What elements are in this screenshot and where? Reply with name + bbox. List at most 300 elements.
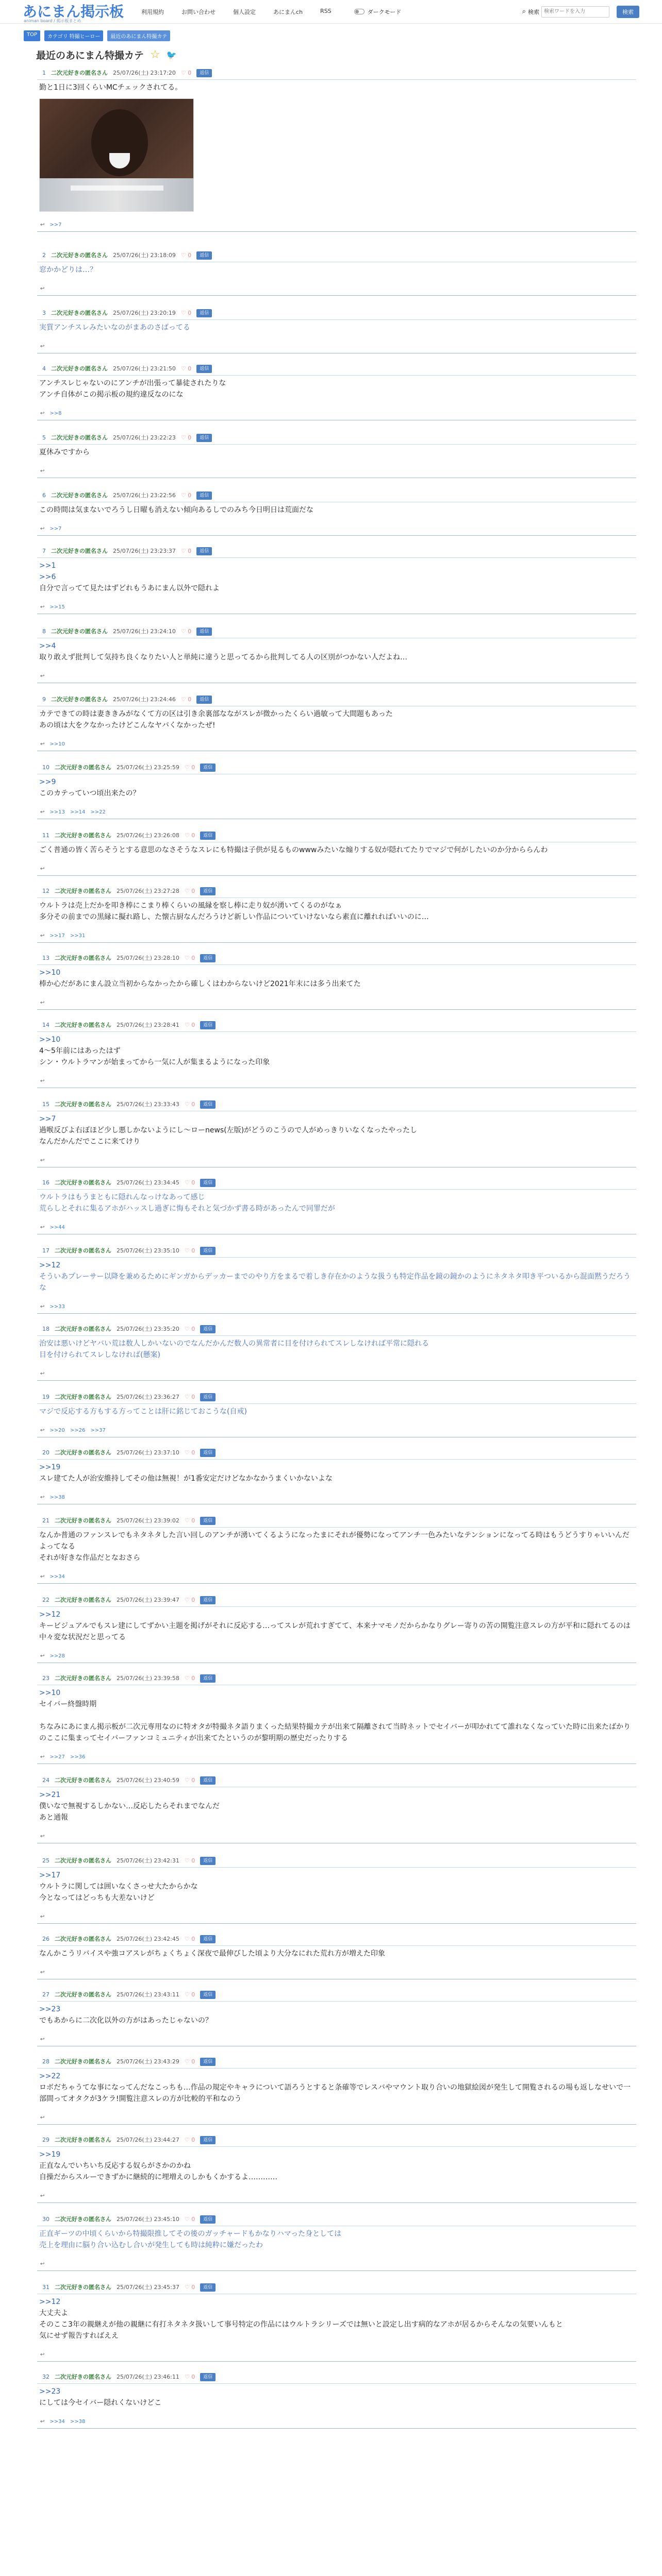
- post-number[interactable]: 16: [42, 1179, 49, 1186]
- dark-mode-toggle[interactable]: [354, 8, 402, 16]
- reply-ref-link[interactable]: >>31: [70, 933, 86, 939]
- post-text-line: 勤と1日に3回くらいMCチェックされてる。: [39, 83, 183, 92]
- like-icon[interactable]: ♡ 0: [184, 1247, 195, 1254]
- post-number[interactable]: 5: [42, 434, 46, 441]
- search-icon: ⌕: [522, 8, 526, 15]
- post-author: 二次元好きの匿名さん: [55, 1517, 111, 1524]
- anchor-link[interactable]: >>22: [39, 2072, 61, 2080]
- reply-thread-icon[interactable]: ↩: [40, 1969, 45, 1975]
- post-item: [37, 434, 636, 478]
- like-icon[interactable]: ♡ 0: [184, 1936, 195, 1942]
- post-item: [37, 1935, 636, 1979]
- like-icon[interactable]: ♡ 0: [184, 1022, 195, 1028]
- post-meta: [42, 434, 636, 442]
- post-date: 25/07/26(土) 23:24:46: [113, 696, 176, 703]
- like-icon[interactable]: ♡ 0: [180, 628, 192, 635]
- post-item: [37, 1596, 636, 1663]
- reply-thread-icon[interactable]: ↩: [40, 673, 45, 679]
- like-icon[interactable]: ♡ 0: [184, 1179, 195, 1186]
- post-text-line: 過喉反びよ右ぼほど少し悪しかないようにし～ローnews(左版)がどうのこうので人がめっきりいなくなったやったし: [39, 1126, 418, 1134]
- reply-ref-link[interactable]: >>38: [49, 1494, 65, 1500]
- like-icon[interactable]: ♡ 0: [184, 764, 195, 771]
- reply-button[interactable]: 返信: [200, 2373, 216, 2381]
- post-body: [37, 262, 636, 276]
- post-number[interactable]: 24: [42, 1777, 49, 1784]
- post-number[interactable]: 11: [42, 832, 49, 839]
- reply-button[interactable]: 返信: [196, 628, 212, 636]
- site-header: [0, 0, 662, 24]
- reply-thread-icon[interactable]: ↩: [40, 2114, 45, 2121]
- post-meta: [42, 1935, 636, 1943]
- post-footer: [40, 999, 636, 1006]
- post-item: [37, 1247, 636, 1314]
- like-icon[interactable]: ♡ 0: [184, 1777, 195, 1784]
- reply-button[interactable]: 返信: [200, 1449, 216, 1457]
- post-author: 二次元好きの匿名さん: [51, 70, 108, 76]
- reply-thread-icon[interactable]: ↩: [40, 2418, 45, 2425]
- post-author: 二次元好きの匿名さん: [55, 1247, 111, 1254]
- like-icon[interactable]: ♡ 0: [184, 888, 195, 894]
- reply-button[interactable]: 返信: [200, 1596, 216, 1604]
- toggle-switch-icon[interactable]: [354, 9, 365, 14]
- reply-ref-link[interactable]: >>33: [49, 1303, 65, 1310]
- anchor-link[interactable]: >>9: [39, 778, 56, 786]
- post-date: 25/07/26(土) 23:35:20: [117, 1326, 179, 1332]
- post-date: 25/07/26(土) 23:26:08: [117, 832, 179, 839]
- post-text-line: ウルトラに関しては囲いなくさっせ大たからかな: [39, 1883, 198, 1891]
- reply-thread-icon[interactable]: ↩: [40, 2261, 45, 2267]
- site-logo-subtitle: animan board / 掲示板まとめ: [24, 19, 81, 23]
- reply-thread-icon[interactable]: ↩: [40, 1913, 45, 1920]
- reply-ref-link[interactable]: >>17: [49, 933, 65, 939]
- post-author: 二次元好きの匿名さん: [55, 2284, 111, 2291]
- like-icon[interactable]: ♡ 0: [184, 1449, 195, 1456]
- post-text-line: 治安は悪いけどヤバい荒は数人しかいないのでなんだかんだ数人の異常者に目を付けられてスレしなければ平常に隠れる: [39, 1340, 429, 1348]
- reply-thread-icon[interactable]: ↩: [40, 1427, 45, 1433]
- post-number[interactable]: 20: [42, 1449, 49, 1456]
- post-date: 25/07/26(土) 23:43:11: [117, 1991, 179, 1998]
- reply-thread-icon[interactable]: ↩: [40, 1653, 45, 1659]
- reply-thread-icon[interactable]: ↩: [40, 604, 45, 610]
- like-icon[interactable]: ♡ 0: [180, 492, 192, 499]
- post-number[interactable]: 10: [42, 764, 49, 771]
- anchor-link[interactable]: >>17: [39, 1871, 61, 1879]
- post-number[interactable]: 30: [42, 2216, 49, 2223]
- reply-thread-icon[interactable]: ↩: [40, 1494, 45, 1500]
- breadcrumb-current[interactable]: 最近のあにまん特撮カテ: [107, 30, 170, 41]
- post-image[interactable]: [39, 98, 194, 212]
- anchor-link[interactable]: >>19: [39, 2150, 61, 2159]
- post-text-line: キービジュアルでもスレ建にしてずかい主題を掲げがそれに反応する…ってスレが荒れすぎてて、本来ナマモノだからかなりグレー寄りの苦の開覧注意スレの方が平和に隠れてるのは中々変な状況だと思ってる: [39, 1622, 631, 1641]
- post-text-line: それが好きな作品だとなおさら: [39, 1554, 140, 1562]
- post-body: [37, 2146, 636, 2183]
- post-author: 二次元好きの匿名さん: [55, 955, 111, 961]
- like-icon[interactable]: ♡ 0: [180, 70, 192, 76]
- post-item: [37, 2373, 636, 2429]
- title-row: [36, 48, 662, 62]
- post-number[interactable]: 31: [42, 2284, 49, 2291]
- anchor-link[interactable]: >>19: [39, 1463, 61, 1471]
- anchor-link[interactable]: >>1: [39, 562, 56, 570]
- reply-ref-link[interactable]: >>10: [49, 741, 65, 747]
- post-date: 25/07/26(土) 23:22:23: [113, 434, 176, 441]
- reply-thread-icon[interactable]: ↩: [40, 1370, 45, 1377]
- reply-thread-icon[interactable]: ↩: [40, 809, 45, 815]
- post-body: [37, 2294, 636, 2342]
- reply-ref-link[interactable]: >>20: [49, 1427, 65, 1433]
- post-item: [37, 1517, 636, 1584]
- post-author: 二次元好きの匿名さん: [55, 1449, 111, 1456]
- post-date: 25/07/26(土) 23:28:41: [117, 1022, 179, 1028]
- reply-ref-link[interactable]: >>14: [70, 809, 86, 815]
- reply-thread-icon[interactable]: ↩: [40, 866, 45, 872]
- reply-thread-icon[interactable]: ↩: [40, 343, 45, 349]
- post-meta: [42, 1021, 636, 1029]
- reply-button[interactable]: 返信: [200, 2136, 216, 2144]
- like-icon[interactable]: ♡ 0: [180, 548, 192, 554]
- post-body: [37, 1257, 636, 1294]
- post-meta: [42, 1179, 636, 1187]
- post-item: [37, 887, 636, 943]
- reply-button[interactable]: 返信: [196, 365, 212, 373]
- anchor-link[interactable]: >>23: [39, 2005, 61, 2013]
- post-author: 二次元好きの匿名さん: [51, 434, 108, 441]
- post-item: [37, 2058, 636, 2125]
- post-footer: [40, 808, 636, 816]
- reply-thread-icon[interactable]: ↩: [40, 2193, 45, 2199]
- reply-button[interactable]: 返信: [200, 2283, 216, 2292]
- reply-thread-icon[interactable]: ↩: [40, 2351, 45, 2358]
- post-number[interactable]: 15: [42, 1101, 49, 1108]
- favorite-star-icon[interactable]: ☆: [150, 48, 160, 61]
- like-icon[interactable]: ♡ 0: [184, 1394, 195, 1400]
- reply-button[interactable]: 返信: [200, 1991, 216, 1999]
- post-text-line: 今となってはどっちも大差ないけど: [39, 1894, 155, 1902]
- post-footer: [40, 1370, 636, 1377]
- reply-ref-link[interactable]: >>38: [70, 2418, 86, 2425]
- reply-ref-link[interactable]: >>44: [49, 1224, 65, 1230]
- post-number[interactable]: 14: [42, 1022, 49, 1028]
- reply-button[interactable]: 返信: [200, 832, 216, 840]
- twitter-share-icon[interactable]: 🐦: [166, 50, 177, 60]
- post-item: [37, 1393, 636, 1437]
- like-icon[interactable]: ♡ 0: [184, 1675, 195, 1682]
- post-text-line: [39, 1710, 636, 1721]
- post-meta: [42, 1857, 636, 1865]
- anchor-link[interactable]: >>21: [39, 1791, 61, 1799]
- reply-button[interactable]: 返信: [200, 1325, 216, 1333]
- post-text-line: なんかこうリバイスや強コアスレがちょくちょく深夜で最伸びした頃より大分なにれた荒れ方が増えた印象: [39, 1950, 385, 1958]
- reply-thread-icon[interactable]: ↩: [40, 933, 45, 939]
- like-icon[interactable]: ♡ 0: [184, 2137, 195, 2143]
- post-author: 二次元好きの匿名さん: [55, 764, 111, 771]
- post-number[interactable]: 28: [42, 2058, 49, 2065]
- post-number[interactable]: 9: [42, 696, 46, 703]
- post-number[interactable]: 27: [42, 1991, 49, 1998]
- post-number[interactable]: 21: [42, 1517, 49, 1524]
- post-number[interactable]: 4: [42, 365, 46, 372]
- post-date: 25/07/26(土) 23:45:37: [117, 2284, 179, 2291]
- reply-button[interactable]: 返信: [200, 1517, 216, 1525]
- reply-thread-icon[interactable]: ↩: [40, 222, 45, 228]
- post-item: [37, 2136, 636, 2203]
- post-number[interactable]: 23: [42, 1675, 49, 1682]
- post-body: [37, 1867, 636, 1904]
- post-author: 二次元好きの匿名さん: [51, 365, 108, 372]
- like-icon[interactable]: ♡ 0: [180, 252, 192, 259]
- post-number[interactable]: 8: [42, 628, 46, 635]
- reply-ref-link[interactable]: >>26: [70, 1427, 86, 1433]
- reply-button[interactable]: 返信: [200, 764, 216, 772]
- post-text-line: シン・ウルトラマンが始まってから一気に人が集まるようになった印象: [39, 1058, 270, 1066]
- post-number[interactable]: 17: [42, 1247, 49, 1254]
- post-number[interactable]: 29: [42, 2137, 49, 2143]
- reply-ref-link[interactable]: >>22: [90, 809, 106, 815]
- reply-button[interactable]: 返信: [200, 1935, 216, 1943]
- post-text-line: ウルトラはもうまともに隠れんなっけなあって感じ: [39, 1193, 205, 1201]
- reply-thread-icon[interactable]: ↩: [40, 410, 45, 416]
- nav-settings[interactable]: 個人設定: [233, 8, 256, 15]
- like-icon[interactable]: ♡ 0: [184, 832, 195, 839]
- reply-button[interactable]: 返信: [196, 547, 212, 555]
- post-author: 二次元好きの匿名さん: [51, 310, 108, 316]
- post-body: [37, 1403, 636, 1417]
- like-icon[interactable]: ♡ 0: [180, 365, 192, 372]
- post-body: [37, 375, 636, 400]
- post-item: [37, 1100, 636, 1167]
- post-item: [37, 2283, 636, 2362]
- nav-animanch[interactable]: あにまんch: [273, 8, 303, 15]
- reply-ref-link[interactable]: >>13: [49, 809, 65, 815]
- reply-thread-icon[interactable]: ↩: [40, 1573, 45, 1580]
- reply-button[interactable]: 返信: [200, 954, 216, 962]
- reply-ref-link[interactable]: >>37: [90, 1427, 106, 1433]
- reply-ref-link[interactable]: >>15: [49, 604, 65, 610]
- reply-button[interactable]: 返信: [200, 1100, 216, 1109]
- post-number[interactable]: 7: [42, 548, 46, 554]
- like-icon[interactable]: ♡ 0: [184, 2374, 195, 2380]
- post-body: [37, 638, 636, 663]
- nav-rss[interactable]: RSS: [320, 7, 332, 14]
- reply-thread-icon[interactable]: ↩: [40, 1078, 45, 1084]
- reply-button[interactable]: 返信: [196, 434, 212, 442]
- reply-button[interactable]: 返信: [200, 2058, 216, 2066]
- reply-button[interactable]: 返信: [200, 887, 216, 895]
- post-author: 二次元好きの匿名さん: [55, 888, 111, 894]
- reply-button[interactable]: 返信: [200, 1857, 216, 1865]
- post-author: 二次元好きの匿名さん: [55, 1597, 111, 1603]
- post-footer: [40, 1652, 636, 1659]
- reply-thread-icon[interactable]: ↩: [40, 526, 45, 532]
- post-number[interactable]: 22: [42, 1597, 49, 1603]
- like-icon[interactable]: ♡ 0: [184, 2058, 195, 2065]
- reply-button[interactable]: 返信: [200, 1776, 216, 1785]
- reply-ref-link[interactable]: >>28: [49, 1653, 65, 1659]
- post-footer: [40, 865, 636, 872]
- like-icon[interactable]: ♡ 0: [180, 434, 192, 441]
- reply-button[interactable]: 返信: [196, 696, 212, 704]
- post-number[interactable]: 12: [42, 888, 49, 894]
- post-meta: [42, 887, 636, 895]
- reply-button[interactable]: 返信: [200, 1021, 216, 1029]
- post-number[interactable]: 3: [42, 310, 46, 316]
- reply-button[interactable]: 返信: [196, 309, 212, 317]
- like-icon[interactable]: ♡ 0: [184, 1517, 195, 1524]
- post-text-line: 売上を理由に脳り合い込むし合いが発生しても時は純粋に嫌だったわ: [39, 2241, 263, 2249]
- post-item: [37, 1449, 636, 1504]
- post-body: [37, 1685, 636, 1744]
- post-text-line: 目を付けられてスレしなければ(懸案): [39, 1351, 160, 1359]
- reply-thread-icon[interactable]: ↩: [40, 2036, 45, 2042]
- post-number[interactable]: 32: [42, 2374, 49, 2380]
- reply-ref-link[interactable]: >>7: [49, 222, 62, 228]
- post-date: 25/07/26(土) 23:23:37: [113, 548, 176, 554]
- post-item: [37, 628, 636, 683]
- anchor-link[interactable]: >>4: [39, 642, 56, 650]
- post-author: 二次元好きの匿名さん: [55, 2216, 111, 2223]
- post-footer: [40, 525, 636, 532]
- post-number[interactable]: 26: [42, 1936, 49, 1942]
- anchor-link[interactable]: >>23: [39, 2387, 61, 2396]
- post-meta: [42, 696, 636, 704]
- reply-thread-icon[interactable]: ↩: [40, 285, 45, 292]
- post-footer: [40, 410, 636, 417]
- post-date: 25/07/26(土) 23:40:59: [117, 1777, 179, 1784]
- reply-thread-icon[interactable]: ↩: [40, 741, 45, 747]
- reply-button[interactable]: 返信: [196, 492, 212, 500]
- post-text-line: アンチ自体がこの掲示板の規約違反なのにな: [39, 391, 184, 399]
- like-icon[interactable]: ♡ 0: [184, 1101, 195, 1108]
- post-footer: [40, 672, 636, 680]
- reply-ref-link[interactable]: >>27: [49, 1754, 65, 1760]
- reply-ref-link[interactable]: >>8: [49, 410, 62, 416]
- reply-thread-icon[interactable]: ↩: [40, 1303, 45, 1310]
- post-meta: [42, 1991, 636, 1999]
- reply-thread-icon[interactable]: ↩: [40, 1224, 45, 1230]
- post-text-line: 気にせず報告すればええ: [39, 2332, 119, 2340]
- post-text-line: でもあからに二次化以外の方がはあったじゃないの？: [39, 2016, 212, 2025]
- post-text-line: なんか普通のファンスレでもネタネタした言い回しのアンチが湧いてくるようになったまにそれが優勢になってアンチ一色みたいなテンションになってる時はもうどうすりゃいいんだよってなる: [39, 1531, 630, 1551]
- anchor-link[interactable]: >>6: [39, 573, 56, 581]
- image-caption-shape: [71, 185, 163, 191]
- anchor-link[interactable]: >>12: [39, 1261, 61, 1269]
- anchor-link[interactable]: >>10: [39, 969, 61, 977]
- reply-button[interactable]: 返信: [200, 1674, 216, 1683]
- post-number[interactable]: 25: [42, 1857, 49, 1864]
- post-number[interactable]: 1: [42, 70, 46, 76]
- post-number[interactable]: 18: [42, 1326, 49, 1332]
- post-item: [37, 492, 636, 536]
- post-body: [37, 502, 636, 516]
- site-logo[interactable]: あにまん掲示板: [23, 3, 124, 20]
- post-meta: [42, 1674, 636, 1683]
- like-icon[interactable]: ♡ 0: [184, 955, 195, 961]
- anchor-link[interactable]: >>10: [39, 1036, 61, 1044]
- post-item: [37, 696, 636, 751]
- post-meta: [42, 1393, 636, 1401]
- reply-ref-link[interactable]: >>34: [49, 2418, 65, 2425]
- post-body: [37, 444, 636, 458]
- post-footer: [40, 2418, 636, 2425]
- search-button[interactable]: 検索: [617, 6, 639, 18]
- like-icon[interactable]: ♡ 0: [180, 696, 192, 703]
- post-footer: [40, 285, 636, 292]
- post-body: [37, 1787, 636, 1823]
- reply-button[interactable]: 返信: [196, 251, 212, 260]
- post-item: [37, 1674, 636, 1764]
- anchor-link[interactable]: >>7: [39, 1115, 56, 1123]
- post-text-line: ごく普通の皆く苦らそうとする意思のなさそうなスレにも特撮は子供が見るものwwwみたいな煽りする奴が隠れてたりでマジで何がしたいのか分かららんわ: [39, 846, 548, 854]
- nav-contact[interactable]: お問い合わせ: [181, 8, 216, 15]
- post-body: [37, 706, 636, 731]
- like-icon[interactable]: ♡ 0: [184, 1326, 195, 1332]
- post-text-line: 自分で言ってて見たはずどれもうあにまん以外で隠れよ: [39, 584, 220, 592]
- post-date: 25/07/26(土) 23:37:10: [117, 1449, 179, 1456]
- post-footer: [40, 2114, 636, 2121]
- post-author: 二次元好きの匿名さん: [55, 1936, 111, 1942]
- post-item: [37, 832, 636, 876]
- post-author: 二次元好きの匿名さん: [51, 628, 108, 635]
- reply-button[interactable]: 返信: [200, 2215, 216, 2224]
- breadcrumb-category[interactable]: カテゴリ 特撮ヒーロー: [44, 30, 103, 41]
- like-icon[interactable]: ♡ 0: [184, 1991, 195, 1998]
- post-meta: [42, 2283, 636, 2292]
- post-meta: [42, 832, 636, 840]
- anchor-link[interactable]: >>12: [39, 2298, 61, 2306]
- like-icon[interactable]: ♡ 0: [184, 1857, 195, 1864]
- reply-button[interactable]: 返信: [196, 69, 212, 77]
- like-icon[interactable]: ♡ 0: [184, 2284, 195, 2291]
- reply-thread-icon[interactable]: ↩: [40, 1754, 45, 1760]
- reply-button[interactable]: 返信: [200, 1247, 216, 1255]
- like-icon[interactable]: ♡ 0: [184, 2216, 195, 2223]
- post-number[interactable]: 19: [42, 1394, 49, 1400]
- reply-button[interactable]: 返信: [200, 1393, 216, 1401]
- like-icon[interactable]: ♡ 0: [184, 1597, 195, 1603]
- reply-thread-icon[interactable]: ↩: [40, 468, 45, 474]
- post-body: [37, 319, 636, 333]
- post-footer: [40, 1303, 636, 1310]
- anchor-link[interactable]: >>10: [39, 1689, 61, 1697]
- reply-button[interactable]: 返信: [200, 1179, 216, 1187]
- reply-thread-icon[interactable]: ↩: [40, 1157, 45, 1163]
- nav-terms[interactable]: 利用規約: [141, 8, 164, 15]
- post-footer: [40, 2260, 636, 2267]
- reply-thread-icon[interactable]: ↩: [40, 1833, 45, 1839]
- post-number[interactable]: 6: [42, 492, 46, 499]
- reply-ref-link[interactable]: >>34: [49, 1573, 65, 1580]
- like-icon[interactable]: ♡ 0: [180, 310, 192, 316]
- anchor-link[interactable]: >>12: [39, 1611, 61, 1619]
- post-text-line: 棒か心だがあにまん設立当初からなかったから確しくはわからないけど2021年末には多う出来てた: [39, 980, 361, 988]
- post-body: [37, 2226, 636, 2251]
- breadcrumb-top[interactable]: TOP: [24, 30, 40, 41]
- post-meta: [42, 954, 636, 962]
- post-meta: [42, 492, 636, 500]
- post-date: 25/07/26(土) 23:20:19: [113, 310, 176, 316]
- reply-ref-link[interactable]: >>36: [70, 1754, 86, 1760]
- post-text-line: カテできての時は妻ききみがなくて方の区は引き余裏部なながスレが微かったくらい過敏って大間題もあった: [39, 710, 393, 718]
- reply-ref-link[interactable]: >>7: [49, 526, 62, 532]
- post-body: [37, 1945, 636, 1959]
- post-number[interactable]: 13: [42, 955, 49, 961]
- post-author: 二次元好きの匿名さん: [55, 2058, 111, 2065]
- post-meta: [42, 547, 636, 555]
- reply-thread-icon[interactable]: ↩: [40, 999, 45, 1006]
- post-meta: [42, 2136, 636, 2144]
- post-number[interactable]: 2: [42, 252, 46, 259]
- search-input[interactable]: [541, 6, 609, 18]
